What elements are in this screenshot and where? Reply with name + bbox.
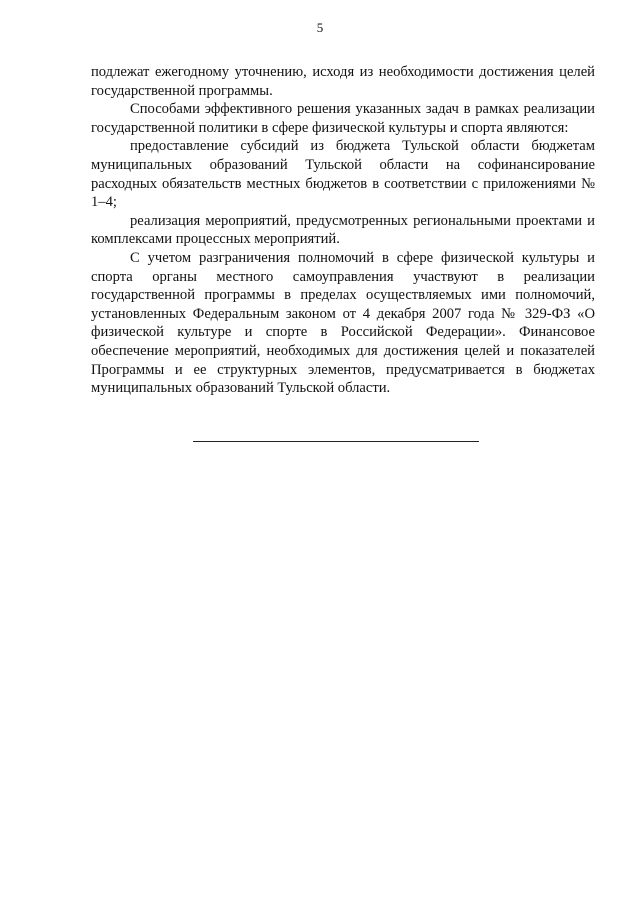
- paragraph-continuation: подлежат ежегодному уточнению, исходя из необходимости достижения целей государственной программы.: [91, 64, 595, 99]
- paragraph-projects: реализация мероприятий, предусмотренных региональными проектами и комплексами процессных мероприятий.: [91, 212, 595, 248]
- paragraph-subsidies: предоставление субсидий из бюджета Тульской области бюджетам муниципальных образований Тульской области на софинансирование расходных обязательств местных бюджетов в соответствии с приложениями № 1–4;: [91, 138, 595, 211]
- paragraph-methods-intro: Способами эффективного решения указанных задач в рамках реализации государственной политики в сфере физической культуры и спорта являются:: [91, 101, 595, 136]
- end-divider-line: [193, 441, 479, 442]
- page-number: 5: [316, 20, 324, 35]
- document-body: [91, 63, 595, 398]
- paragraph-local-authorities: С учетом разграничения полномочий в сфере физической культуры и спорта органы местного самоуправления участвуют в реализации государственной программы в пределах осуществляемых ими полномочий, установленных Федеральным законом от 4 декабря 2007 года № 329-ФЗ «О физической культуре и спорте в Российской Федерации». Финансовое обеспечение мероприятий, необходимых для достижения целей и показателей Программы и ее структурных элементов, предусматривается в бюджетах муниципальных образований Тульской области.: [91, 249, 595, 397]
